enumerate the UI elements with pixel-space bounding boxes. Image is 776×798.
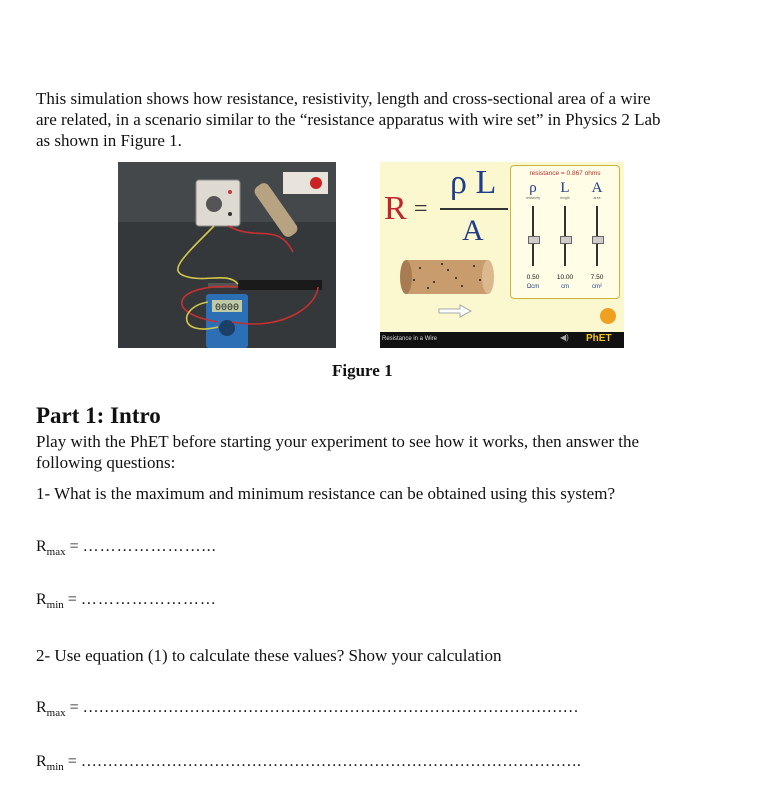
slider-panel [510, 165, 620, 299]
current-arrow-icon [438, 304, 472, 318]
formula-r: R [384, 190, 407, 227]
min-subscript: min [46, 761, 64, 774]
sound-icon[interactable]: ◀) [560, 333, 569, 342]
length-slider-thumb[interactable] [560, 236, 572, 244]
rho-unit: Ωcm [526, 284, 540, 290]
equals: = [65, 699, 83, 716]
area-value: 7.50 [590, 274, 604, 281]
q1-rmin-answer [36, 591, 217, 611]
wire-cylinder-image [400, 256, 496, 298]
equals: = [63, 591, 81, 608]
equals: = [63, 753, 81, 770]
intro-line: This simulation shows how resistance, resistivity, length and cross-sectional area of a wire [36, 89, 651, 108]
min-subscript: min [46, 599, 64, 612]
instruction-line: Play with the PhET before starting your experiment to see how it works, then answer the [36, 432, 640, 451]
rho-slider-thumb[interactable] [528, 236, 540, 244]
question-2: 2- Use equation (1) to calculate these values? Show your calculation [36, 646, 502, 665]
instructions [36, 431, 736, 473]
apparatus-photo [118, 162, 336, 348]
sim-title: Resistance in a Wire [382, 336, 438, 342]
question-1: 1- What is the maximum and minimum resistance can be obtained using this system? [36, 484, 615, 503]
r-symbol: R [36, 699, 47, 716]
intro-paragraph [36, 88, 726, 151]
max-subscript: max [46, 546, 66, 559]
r-symbol: R [36, 538, 47, 555]
formula-equals: = [414, 196, 428, 222]
fraction-line [440, 208, 508, 210]
rho-value: 0.50 [526, 274, 540, 281]
blank-line[interactable]: …………………………………………………………………………………. [80, 753, 581, 770]
length-unit: cm [561, 284, 569, 290]
length-label: length [560, 196, 570, 200]
reset-icon[interactable] [600, 308, 616, 324]
section-heading: Part 1: Intro [36, 403, 161, 428]
blank-line[interactable]: ………………………………………………………………………………… [82, 699, 579, 716]
formula-denominator: A [462, 214, 484, 247]
area-unit: cm² [592, 284, 602, 290]
rho-symbol: ρ [529, 180, 537, 196]
rho-label: resistivity [525, 196, 541, 200]
length-value: 10.00 [556, 274, 574, 281]
phet-logo[interactable]: PhET [586, 333, 612, 344]
formula-numerator: ρ L [450, 164, 497, 201]
area-slider-thumb[interactable] [592, 236, 604, 244]
r-symbol: R [36, 591, 47, 608]
meter-reading: 0000 [215, 303, 240, 314]
phet-simulation [380, 162, 624, 348]
r-symbol: R [36, 753, 47, 770]
instruction-line: following questions: [36, 453, 176, 472]
area-label: area [593, 196, 601, 200]
q1-rmax-answer [36, 538, 217, 558]
intro-line: as shown in Figure 1. [36, 131, 182, 150]
blank-line[interactable]: …………………… [80, 591, 217, 608]
q2-rmax-answer [36, 699, 579, 719]
max-subscript: max [46, 707, 66, 720]
figure-caption: Figure 1 [332, 361, 393, 380]
blank-line[interactable]: …………………... [82, 538, 217, 555]
sim-navbar [380, 332, 624, 348]
q2-rmin-answer [36, 753, 581, 773]
equals: = [65, 538, 83, 555]
area-symbol: A [591, 180, 603, 196]
apparatus-photo-drawing [118, 162, 336, 348]
intro-line: are related, in a scenario similar to the “resistance apparatus with wire set” in Physics 2 Lab [36, 110, 661, 129]
resistance-readout: resistance = 0.867 ohms [529, 170, 601, 177]
length-symbol: L [560, 180, 570, 196]
